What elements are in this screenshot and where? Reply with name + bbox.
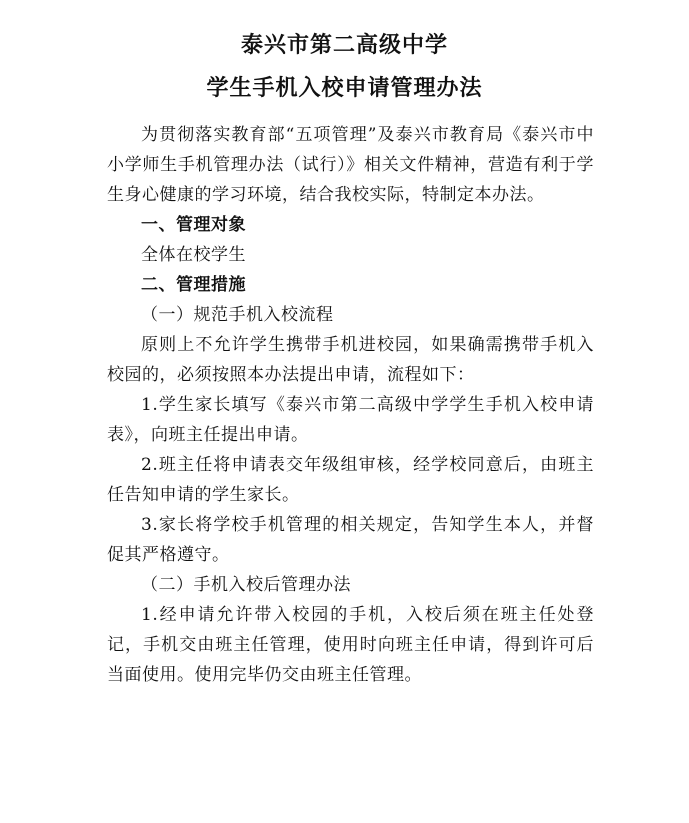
- list-item: 3.家长将学校手机管理的相关规定，告知学生本人，并督促其严格遵守。: [107, 515, 594, 565]
- list-item: 1.学生家长填写《泰兴市第二高级中学学生手机入校申请表》，向班主任提出申请。: [107, 395, 594, 445]
- list-item: 1.经申请允许带入校园的手机，入校后须在班主任处登记，手机交由班主任管理，使用时向班主任申请，得到许可后当面使用。使用完毕仍交由班主任管理。: [107, 605, 594, 685]
- subsection-heading-after-entry: （二）手机入校后管理办法: [141, 575, 351, 595]
- section-text-targets: 全体在校学生: [141, 245, 246, 265]
- entry-process-intro: 原则上不允许学生携带手机进校园，如果确需携带手机入校园的，必须按照本办法提出申请，流程如下：: [107, 335, 594, 385]
- document-body: [107, 120, 594, 690]
- section-heading-targets: 一、管理对象: [141, 215, 246, 235]
- section-heading-measures: 二、管理措施: [141, 275, 246, 295]
- document-subtitle: 学生手机入校申请管理办法: [206, 76, 483, 101]
- intro-paragraph: 为贯彻落实教育部“五项管理”及泰兴市教育局《泰兴市中小学师生手机管理办法（试行）》相关文件精神，营造有利于学生身心健康的学习环境，结合我校实际，特制定本办法。: [107, 125, 594, 205]
- subsection-heading-entry-process: （一）规范手机入校流程: [141, 305, 334, 325]
- document-title: 泰兴市第二高级中学: [240, 33, 448, 58]
- list-item: 2.班主任将申请表交年级组审核，经学校同意后，由班主任告知申请的学生家长。: [107, 455, 594, 505]
